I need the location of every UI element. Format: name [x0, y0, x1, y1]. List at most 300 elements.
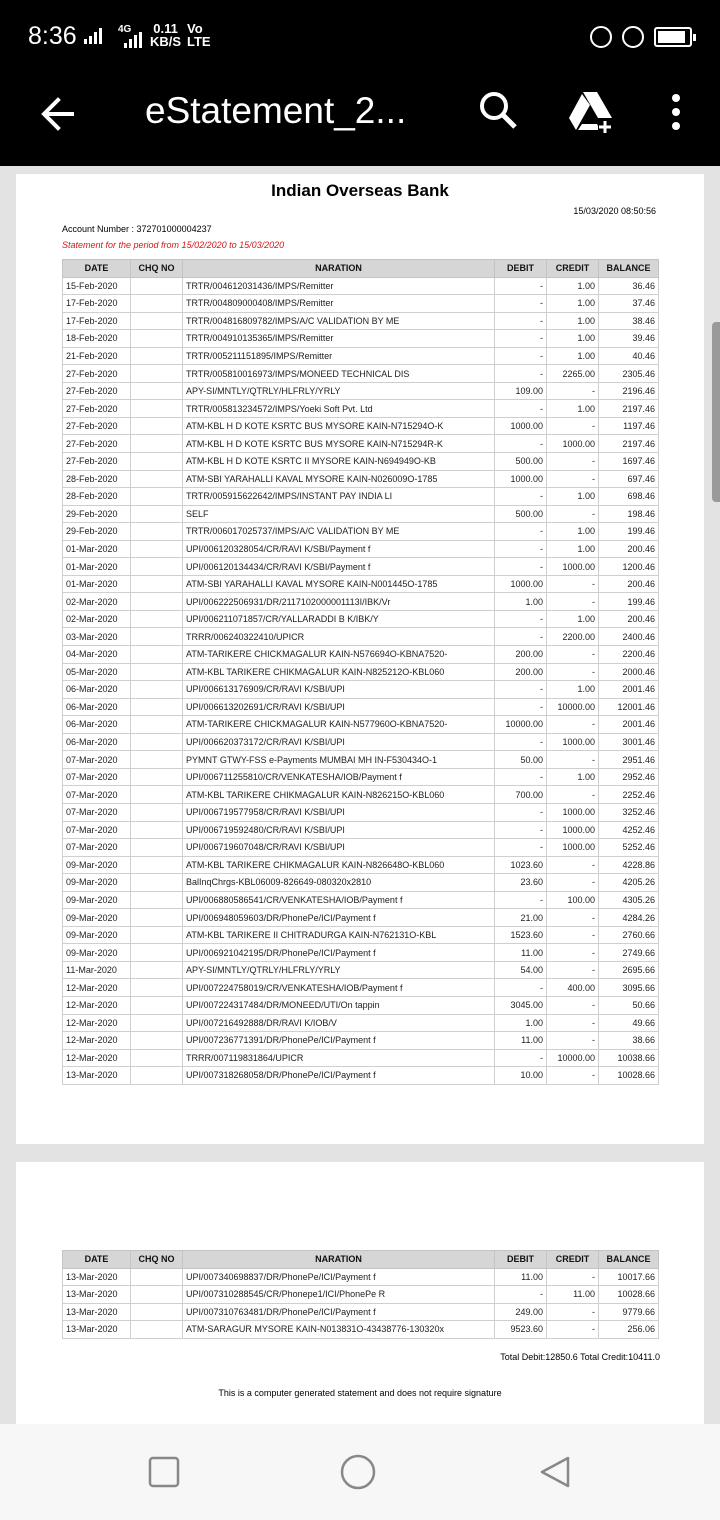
cell-credit: 100.00 [547, 891, 599, 909]
header-debit: DEBIT [495, 260, 547, 278]
cell-debit: - [495, 365, 547, 383]
cell-debit: 200.00 [495, 646, 547, 664]
cell-naration: BalInqChrgs-KBL06009-826649-080320x2810 [183, 874, 495, 892]
cell-credit: - [547, 646, 599, 664]
cell-naration: UPI/006880586541/CR/VENKATESHA/IOB/Payment f [183, 891, 495, 909]
cell-debit: 1.00 [495, 593, 547, 611]
cell-naration: UPI/006620373172/CR/RAVI K/SBI/UPI [183, 733, 495, 751]
cell-credit: 2200.00 [547, 628, 599, 646]
table-row [63, 593, 659, 611]
cell-chq-no [131, 891, 183, 909]
cell-date: 06-Mar-2020 [63, 733, 131, 751]
cell-debit: - [495, 540, 547, 558]
table-row [63, 996, 659, 1014]
table-row [63, 839, 659, 857]
cell-naration: UPI/006211071857/CR/YALLARADDI B K/IBK/Y [183, 610, 495, 628]
cell-balance: 199.46 [599, 593, 659, 611]
cell-naration: TRTR/004809000408/IMPS/Remitter [183, 295, 495, 313]
cell-credit: 1000.00 [547, 558, 599, 576]
cell-balance: 3252.46 [599, 803, 659, 821]
cell-balance: 4252.46 [599, 821, 659, 839]
table-header-row [63, 1251, 659, 1269]
cell-naration: ATM-TARIKERE CHICKMAGALUR KAIN-N576694O-KBNA7520- [183, 646, 495, 664]
cell-balance: 4205.26 [599, 874, 659, 892]
cell-naration: UPI/006719577958/CR/RAVI K/SBI/UPI [183, 803, 495, 821]
cell-naration: UPI/006222506931/DR/2117102000001113I/IBK/Vr [183, 593, 495, 611]
cell-balance: 2952.46 [599, 768, 659, 786]
cell-naration: UPI/007236771391/DR/PhonePe/ICI/Payment f [183, 1032, 495, 1050]
cell-date: 06-Mar-2020 [63, 698, 131, 716]
cell-chq-no [131, 803, 183, 821]
table-row [63, 1321, 659, 1339]
cell-chq-no [131, 926, 183, 944]
table-row [63, 646, 659, 664]
cell-chq-no [131, 944, 183, 962]
cell-date: 01-Mar-2020 [63, 558, 131, 576]
cell-debit: - [495, 523, 547, 541]
table-body [63, 277, 659, 1084]
cell-credit: - [547, 926, 599, 944]
cell-naration: TRRR/007119831864/UPICR [183, 1049, 495, 1067]
cell-chq-no [131, 1303, 183, 1321]
cell-naration: ATM-KBL H D KOTE KSRTC BUS MYSORE KAIN-N715294O-K [183, 417, 495, 435]
cell-date: 07-Mar-2020 [63, 786, 131, 804]
cell-balance: 10028.66 [599, 1067, 659, 1085]
cell-naration: UPI/007224317484/DR/MONEED/UTI/On tappin [183, 996, 495, 1014]
cell-date: 04-Mar-2020 [63, 646, 131, 664]
cell-chq-no [131, 996, 183, 1014]
table-row [63, 926, 659, 944]
cell-chq-no [131, 277, 183, 295]
cell-balance: 2200.46 [599, 646, 659, 664]
cell-date: 29-Feb-2020 [63, 505, 131, 523]
status-right-icons [590, 26, 692, 48]
volte-bottom: LTE [187, 34, 211, 49]
table-row [63, 575, 659, 593]
cell-chq-no [131, 417, 183, 435]
cell-debit: 54.00 [495, 961, 547, 979]
cell-date: 09-Mar-2020 [63, 891, 131, 909]
cell-date: 21-Feb-2020 [63, 347, 131, 365]
cell-balance: 38.66 [599, 1032, 659, 1050]
cell-date: 07-Mar-2020 [63, 768, 131, 786]
cell-chq-no [131, 786, 183, 804]
table-row [63, 505, 659, 523]
table-row [63, 979, 659, 997]
status-time: 8:36 [28, 22, 77, 50]
table-row [63, 909, 659, 927]
table-row [63, 1032, 659, 1050]
cell-credit: - [547, 961, 599, 979]
cell-credit: - [547, 1014, 599, 1032]
cell-credit: 10000.00 [547, 698, 599, 716]
table-row [63, 277, 659, 295]
cell-date: 09-Mar-2020 [63, 944, 131, 962]
cell-debit: - [495, 839, 547, 857]
cell-date: 03-Mar-2020 [63, 628, 131, 646]
cell-balance: 5252.46 [599, 839, 659, 857]
header-credit: CREDIT [547, 1251, 599, 1269]
cell-debit: - [495, 1286, 547, 1304]
cell-balance: 200.46 [599, 540, 659, 558]
cell-chq-no [131, 1049, 183, 1067]
cell-balance: 49.66 [599, 1014, 659, 1032]
header-date: DATE [63, 260, 131, 278]
cell-date: 02-Mar-2020 [63, 610, 131, 628]
cell-debit: - [495, 681, 547, 699]
cell-date: 07-Mar-2020 [63, 803, 131, 821]
cell-credit: 1.00 [547, 768, 599, 786]
cell-naration: ATM-SBI YARAHALLI KAVAL MYSORE KAIN-N001445O-1785 [183, 575, 495, 593]
cell-balance: 10038.66 [599, 1049, 659, 1067]
cell-debit: - [495, 435, 547, 453]
cell-debit: - [495, 347, 547, 365]
pdf-page-1 [16, 174, 704, 1144]
header-balance: BALANCE [599, 1251, 659, 1269]
circle-home-icon[interactable] [340, 1454, 376, 1490]
cell-debit: 1023.60 [495, 856, 547, 874]
cell-balance: 9779.66 [599, 1303, 659, 1321]
table-row [63, 856, 659, 874]
cell-balance: 39.46 [599, 330, 659, 348]
cell-credit: 1000.00 [547, 803, 599, 821]
cell-chq-no [131, 839, 183, 857]
cell-naration: ATM-KBL H D KOTE KSRTC II MYSORE KAIN-N694949O-KB [183, 453, 495, 471]
pdf-viewer[interactable] [0, 166, 720, 1424]
cell-chq-no [131, 874, 183, 892]
cell-credit: 1000.00 [547, 435, 599, 453]
cell-naration: UPI/006719592480/CR/RAVI K/SBI/UPI [183, 821, 495, 839]
cell-balance: 200.46 [599, 575, 659, 593]
table-row [63, 961, 659, 979]
cell-chq-no [131, 1067, 183, 1085]
cell-chq-no [131, 979, 183, 997]
navigation-bar [0, 1424, 720, 1520]
table-row [63, 698, 659, 716]
cell-credit: 1.00 [547, 681, 599, 699]
arrow-left-icon[interactable] [36, 92, 80, 136]
table-row [63, 874, 659, 892]
table-row [63, 347, 659, 365]
table-row [63, 1303, 659, 1321]
cell-debit: 1000.00 [495, 417, 547, 435]
cell-debit: 1523.60 [495, 926, 547, 944]
cell-date: 09-Mar-2020 [63, 926, 131, 944]
table-body [63, 1268, 659, 1338]
cell-chq-no [131, 663, 183, 681]
cell-date: 01-Mar-2020 [63, 575, 131, 593]
cell-credit: - [547, 751, 599, 769]
cell-date: 12-Mar-2020 [63, 1032, 131, 1050]
cell-credit: - [547, 382, 599, 400]
cell-naration: UPI/007340698837/DR/PhonePe/ICI/Payment f [183, 1268, 495, 1286]
cell-balance: 2951.46 [599, 751, 659, 769]
cell-naration: ATM-KBL TARIKERE CHIKMAGALUR KAIN-N825212O-KBL060 [183, 663, 495, 681]
table-row [63, 523, 659, 541]
cell-debit: - [495, 1049, 547, 1067]
cell-chq-no [131, 365, 183, 383]
cell-balance: 2305.46 [599, 365, 659, 383]
table-row [63, 435, 659, 453]
cell-date: 27-Feb-2020 [63, 382, 131, 400]
speed-value: 0.11 [153, 21, 178, 36]
cell-naration: UPI/007310763481/DR/PhonePe/ICI/Payment f [183, 1303, 495, 1321]
cell-balance: 200.46 [599, 610, 659, 628]
cell-chq-no [131, 1286, 183, 1304]
cell-date: 17-Feb-2020 [63, 312, 131, 330]
cell-balance: 1200.46 [599, 558, 659, 576]
data-saver-icon [590, 26, 612, 48]
cell-chq-no [131, 768, 183, 786]
cell-balance: 1197.46 [599, 417, 659, 435]
table-row [63, 453, 659, 471]
cell-naration: UPI/007318268058/DR/PhonePe/ICI/Payment f [183, 1067, 495, 1085]
square-recents-icon[interactable] [146, 1454, 182, 1490]
cell-credit: 1.00 [547, 540, 599, 558]
cell-credit: 1.00 [547, 312, 599, 330]
cell-balance: 198.46 [599, 505, 659, 523]
cell-chq-no [131, 751, 183, 769]
table-row [63, 663, 659, 681]
cell-date: 12-Mar-2020 [63, 979, 131, 997]
cell-date: 13-Mar-2020 [63, 1303, 131, 1321]
cell-naration: ATM-KBL TARIKERE CHIKMAGALUR KAIN-N826215O-KBL060 [183, 786, 495, 804]
cell-chq-no [131, 856, 183, 874]
cell-naration: APY-SI/MNTLY/QTRLY/HLFRLY/YRLY [183, 382, 495, 400]
cell-debit: - [495, 277, 547, 295]
cell-date: 27-Feb-2020 [63, 400, 131, 418]
cell-naration: UPI/006613176909/CR/RAVI K/SBI/UPI [183, 681, 495, 699]
cell-credit: 1000.00 [547, 821, 599, 839]
cell-naration: ATM-SBI YARAHALLI KAVAL MYSORE KAIN-N026009O-1785 [183, 470, 495, 488]
cell-credit: - [547, 1303, 599, 1321]
cell-credit: - [547, 1067, 599, 1085]
cell-date: 27-Feb-2020 [63, 365, 131, 383]
cell-credit: - [547, 1032, 599, 1050]
header-naration: NARATION [183, 260, 495, 278]
scrollbar-thumb[interactable] [712, 322, 720, 502]
cell-chq-no [131, 470, 183, 488]
cell-credit: - [547, 909, 599, 927]
cell-naration: TRTR/005813234572/IMPS/Yoeki Soft Pvt. Ltd [183, 400, 495, 418]
cell-chq-no [131, 821, 183, 839]
cell-credit: - [547, 505, 599, 523]
header-chq-no: CHQ NO [131, 1251, 183, 1269]
cell-date: 27-Feb-2020 [63, 417, 131, 435]
cell-date: 07-Mar-2020 [63, 751, 131, 769]
header-balance: BALANCE [599, 260, 659, 278]
cell-credit: - [547, 575, 599, 593]
search-icon[interactable] [476, 88, 520, 132]
cell-chq-no [131, 681, 183, 699]
cell-balance: 2400.46 [599, 628, 659, 646]
cell-debit: 700.00 [495, 786, 547, 804]
cell-balance: 2760.66 [599, 926, 659, 944]
cell-balance: 3095.66 [599, 979, 659, 997]
cell-balance: 2000.46 [599, 663, 659, 681]
cell-debit: - [495, 330, 547, 348]
cell-credit: - [547, 1268, 599, 1286]
table-header-row [63, 260, 659, 278]
header-debit: DEBIT [495, 1251, 547, 1269]
table-row [63, 1067, 659, 1085]
cell-naration: ATM-KBL TARIKERE II CHITRADURGA KAIN-N762131O-KBL [183, 926, 495, 944]
cell-debit: 11.00 [495, 1032, 547, 1050]
cell-debit: 1000.00 [495, 575, 547, 593]
cell-balance: 2001.46 [599, 716, 659, 734]
cell-date: 09-Mar-2020 [63, 874, 131, 892]
cell-date: 07-Mar-2020 [63, 839, 131, 857]
cell-balance: 697.46 [599, 470, 659, 488]
more-vert-icon[interactable] [664, 90, 688, 134]
cell-credit: 400.00 [547, 979, 599, 997]
app-bar [0, 74, 720, 166]
cell-credit: - [547, 996, 599, 1014]
table-row [63, 891, 659, 909]
drive-add-icon[interactable] [566, 86, 616, 136]
cell-balance: 199.46 [599, 523, 659, 541]
cell-debit: - [495, 821, 547, 839]
table-row [63, 1014, 659, 1032]
volte-indicator [187, 22, 211, 48]
cell-debit: - [495, 979, 547, 997]
table-row [63, 540, 659, 558]
cell-debit: - [495, 558, 547, 576]
cell-naration: UPI/006120134434/CR/RAVI K/SBI/Payment f [183, 558, 495, 576]
status-bar [0, 0, 720, 74]
cell-credit: 1.00 [547, 347, 599, 365]
cell-balance: 37.46 [599, 295, 659, 313]
cell-debit: 109.00 [495, 382, 547, 400]
speed-unit: KB/S [150, 34, 182, 49]
cell-chq-no [131, 716, 183, 734]
cell-debit: - [495, 312, 547, 330]
header-credit: CREDIT [547, 260, 599, 278]
cell-credit: 2265.00 [547, 365, 599, 383]
cell-chq-no [131, 610, 183, 628]
cell-chq-no [131, 453, 183, 471]
cell-date: 13-Mar-2020 [63, 1067, 131, 1085]
table-row [63, 821, 659, 839]
triangle-back-icon[interactable] [538, 1454, 574, 1490]
cell-date: 29-Feb-2020 [63, 523, 131, 541]
cell-credit: 10000.00 [547, 1049, 599, 1067]
cell-chq-no [131, 505, 183, 523]
table-row [63, 382, 659, 400]
cell-date: 17-Feb-2020 [63, 295, 131, 313]
cell-date: 01-Mar-2020 [63, 540, 131, 558]
cell-date: 13-Mar-2020 [63, 1268, 131, 1286]
cell-date: 05-Mar-2020 [63, 663, 131, 681]
bank-name: Indian Overseas Bank [271, 181, 449, 200]
cell-naration: UPI/007216492888/DR/RAVI K/IOB/V [183, 1014, 495, 1032]
cell-credit: - [547, 856, 599, 874]
cell-debit: 50.00 [495, 751, 547, 769]
cell-chq-no [131, 382, 183, 400]
cell-balance: 2196.46 [599, 382, 659, 400]
cell-chq-no [131, 295, 183, 313]
cell-date: 12-Mar-2020 [63, 1014, 131, 1032]
cell-balance: 2001.46 [599, 681, 659, 699]
cell-chq-no [131, 593, 183, 611]
cell-chq-no [131, 1268, 183, 1286]
print-datetime: 15/03/2020 08:50:56 [573, 206, 656, 216]
totals: Total Debit:12850.6 Total Credit:10411.0 [500, 1352, 660, 1362]
table-row [63, 558, 659, 576]
cell-debit: 21.00 [495, 909, 547, 927]
cell-chq-no [131, 575, 183, 593]
cell-debit: - [495, 295, 547, 313]
statement-period: Statement for the period from 15/02/2020 to 15/03/2020 [62, 240, 285, 250]
cell-balance: 4228.86 [599, 856, 659, 874]
table-row [63, 1268, 659, 1286]
cell-credit: 1.00 [547, 330, 599, 348]
cell-balance: 2749.66 [599, 944, 659, 962]
cell-debit: - [495, 891, 547, 909]
table-row [63, 1049, 659, 1067]
battery-icon [654, 27, 692, 47]
cell-chq-no [131, 733, 183, 751]
cell-balance: 698.46 [599, 488, 659, 506]
cell-balance: 12001.46 [599, 698, 659, 716]
signal-icon [84, 24, 102, 44]
cell-balance: 36.46 [599, 277, 659, 295]
cell-balance: 3001.46 [599, 733, 659, 751]
cell-credit: 11.00 [547, 1286, 599, 1304]
cell-debit: - [495, 768, 547, 786]
cell-date: 27-Feb-2020 [63, 453, 131, 471]
table-row [63, 312, 659, 330]
cell-naration: ATM-KBL H D KOTE KSRTC BUS MYSORE KAIN-N715294R-K [183, 435, 495, 453]
header-naration: NARATION [183, 1251, 495, 1269]
cell-debit: 11.00 [495, 944, 547, 962]
cell-credit: 1.00 [547, 277, 599, 295]
cell-date: 09-Mar-2020 [63, 909, 131, 927]
cell-chq-no [131, 540, 183, 558]
cell-debit: 9523.60 [495, 1321, 547, 1339]
cell-balance: 10017.66 [599, 1268, 659, 1286]
cell-debit: - [495, 400, 547, 418]
cell-credit: - [547, 1321, 599, 1339]
cell-debit: 1000.00 [495, 470, 547, 488]
cell-chq-no [131, 628, 183, 646]
cell-debit: 200.00 [495, 663, 547, 681]
cell-naration: UPI/006711255810/CR/VENKATESHA/IOB/Payment f [183, 768, 495, 786]
cell-naration: UPI/006719607048/CR/RAVI K/SBI/UPI [183, 839, 495, 857]
account-number: Account Number : 372701000004237 [62, 224, 212, 234]
network-type: 4G [118, 24, 132, 35]
cell-naration: TRTR/005211151895/IMPS/Remitter [183, 347, 495, 365]
table-row [63, 716, 659, 734]
table-row [63, 733, 659, 751]
cell-naration: APY-SI/MNTLY/QTRLY/HLFRLY/YRLY [183, 961, 495, 979]
cell-debit: 10000.00 [495, 716, 547, 734]
cell-debit: 10.00 [495, 1067, 547, 1085]
cell-chq-no [131, 488, 183, 506]
cell-chq-no [131, 523, 183, 541]
cell-debit: 249.00 [495, 1303, 547, 1321]
cell-balance: 256.06 [599, 1321, 659, 1339]
transactions-table [62, 259, 659, 1085]
cell-balance: 10028.66 [599, 1286, 659, 1304]
document-title: eStatement_2... [145, 90, 407, 131]
cell-credit: 1.00 [547, 488, 599, 506]
cell-debit: - [495, 610, 547, 628]
table-row [63, 610, 659, 628]
cell-debit: - [495, 488, 547, 506]
cell-balance: 2197.46 [599, 400, 659, 418]
cell-credit: 1.00 [547, 523, 599, 541]
